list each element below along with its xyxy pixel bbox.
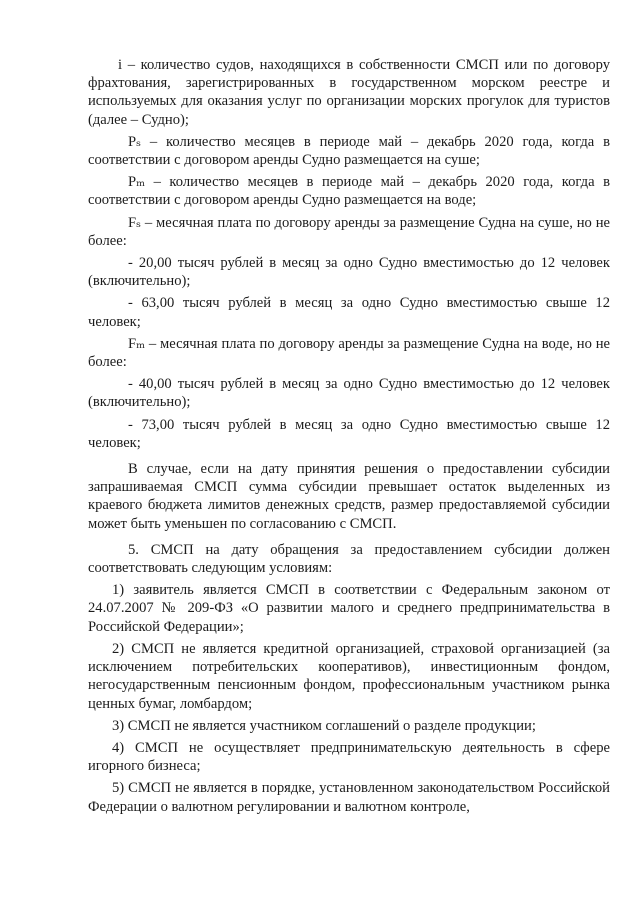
list-item-condition-5: 5) СМСП не является в порядке, установленном законодательством Российской Федерации о валютном регулировании и валютном контроле, (88, 780, 610, 815)
paragraph-definition-i: i – количество судов, находящихся в собственности СМСП или по договору фрахтования, зарегистрированных в государственном морском реестре и используемых для оказания услуг по организации морских прогулок для туристов (далее – Судно); (88, 57, 610, 128)
list-item-condition-1: 1) заявитель является СМСП в соответствии с Федеральным законом от 24.07.2007 № 209-ФЗ «О развитии малого и среднего предпринимательства в Российской Федерации»; (88, 582, 610, 635)
paragraph-definition-pz: Рₛ – количество месяцев в периоде май – декабрь 2020 года, когда в соответствии с договором аренды Судно размещается на суше; (88, 133, 610, 169)
list-item-condition-4: 4) СМСП не осуществляет предпринимательскую деятельность в сфере игорного бизнеса; (88, 739, 610, 775)
paragraph-limit-land-large: - 63,00 тысяч рублей в месяц за одно Судно вместимостью свыше 12 человек; (88, 295, 610, 330)
paragraph-definition-pm: Рₘ – количество месяцев в периоде май – декабрь 2020 года, когда в соответствии с договором аренды Судно размещается на воде; (88, 174, 610, 209)
paragraph-subsidy-reduction: В случае, если на дату принятия решения о предоставлении субсидии запрашиваемая СМСП сумма субсидии превышает остаток выделенных из краевого бюджета лимитов денежных средств, размер предоставляемой субсидии может быть уменьшен по согласованию с СМСП. (88, 461, 610, 532)
list-item-condition-2: 2) СМСП не является кредитной организацией, страховой организацией (за исключением потребительских кооперативов), инвестиционным фондом, негосударственным пенсионным фондом, профессиональным участником рынка ценных бумаг, ломбардом; (88, 640, 610, 712)
list-item-condition-3: 3) СМСП не является участником соглашений о разделе продукции; (112, 717, 536, 734)
paragraph-section-5: 5. СМСП на дату обращения за предоставлением субсидии должен соответствовать следующим условиям: (88, 541, 610, 577)
paragraph-definition-fz: Fₛ – месячная плата по договору аренды за размещение Судна на суше, но не более: (88, 214, 610, 249)
paragraph-definition-fm: Fₘ – месячная плата по договору аренды за размещение Судна на воде, но не более: (88, 335, 610, 371)
paragraph-limit-land-small: - 20,00 тысяч рублей в месяц за одно Судно вместимостью до 12 человек (включительно); (88, 255, 610, 290)
document-body (88, 56, 610, 816)
paragraph-limit-water-large: - 73,00 тысяч рублей в месяц за одно Судно вместимостью свыше 12 человек; (88, 416, 610, 451)
paragraph-limit-water-small: - 40,00 тысяч рублей в месяц за одно Судно вместимостью до 12 человек (включительно); (88, 376, 610, 411)
